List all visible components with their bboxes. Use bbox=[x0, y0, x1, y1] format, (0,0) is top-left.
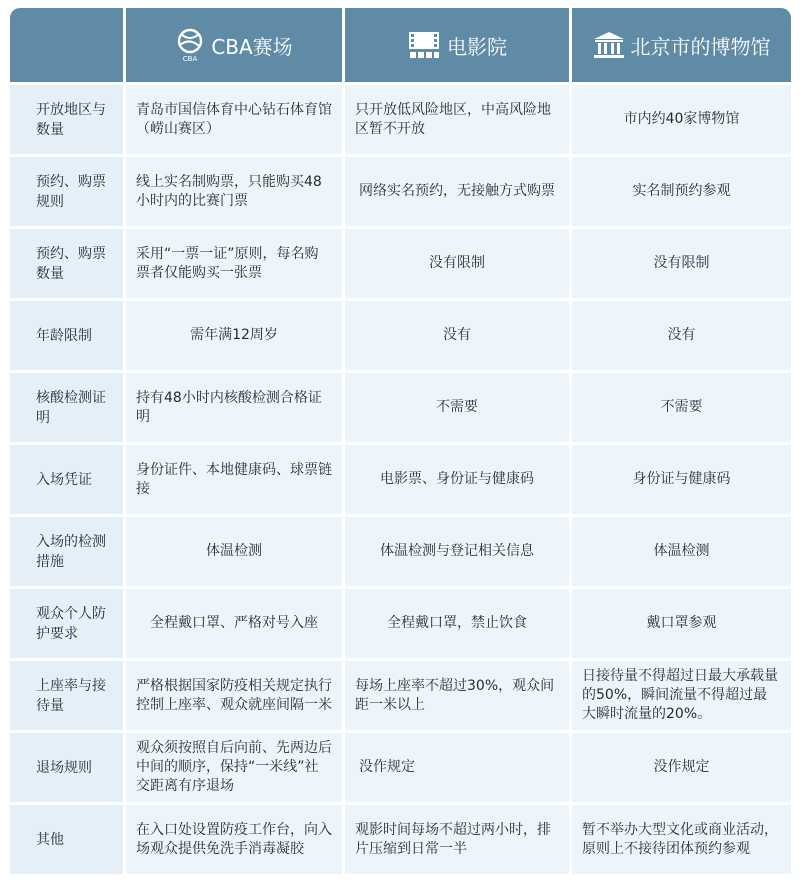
cell-text: 戴口罩参观 bbox=[646, 615, 717, 631]
museum-icon bbox=[593, 31, 625, 59]
cell-cba bbox=[126, 373, 342, 442]
row-label: 观众个人防护要求 bbox=[10, 589, 123, 658]
cell-cinema bbox=[345, 157, 569, 226]
cell-cba bbox=[126, 661, 342, 730]
cell-text: 网络实名预约，无接触方式购票 bbox=[359, 183, 555, 199]
row-label: 上座率与接待量 bbox=[10, 661, 123, 730]
cell-text: 没有 bbox=[667, 327, 696, 343]
cell-text: 不需要 bbox=[436, 399, 478, 415]
row-label: 入场的检测措施 bbox=[10, 517, 123, 586]
cell-text: 市内约40家博物馆 bbox=[623, 111, 740, 127]
cell-museum bbox=[572, 301, 791, 370]
header-cba-label: CBA赛场 bbox=[211, 34, 293, 59]
cell-cinema bbox=[345, 589, 569, 658]
row-label: 入场凭证 bbox=[10, 445, 123, 514]
cell-text: 每场上座率不超过30%，观众间距一米以上 bbox=[355, 677, 555, 713]
cell-cinema bbox=[345, 373, 569, 442]
cell-museum bbox=[572, 229, 791, 298]
cell-museum bbox=[572, 589, 791, 658]
cell-cinema bbox=[345, 517, 569, 586]
cell-text: 没作规定 bbox=[653, 759, 710, 775]
row-label: 退场规则 bbox=[10, 733, 123, 802]
cell-cba bbox=[126, 517, 342, 586]
cell-cba bbox=[126, 85, 342, 154]
header-museum-label: 北京市的博物馆 bbox=[630, 34, 771, 59]
cell-cinema bbox=[345, 229, 569, 298]
basketball-icon bbox=[175, 28, 205, 62]
header-cinema-label: 电影院 bbox=[447, 34, 507, 59]
cell-text: 没有限制 bbox=[429, 255, 485, 271]
cell-text: 不需要 bbox=[660, 399, 703, 415]
cell-cba bbox=[126, 589, 342, 658]
row-label: 预约、购票规则 bbox=[10, 157, 123, 226]
cell-text: 没有限制 bbox=[653, 255, 710, 271]
header-museum bbox=[572, 8, 791, 82]
cba-logo-text: CBA bbox=[183, 55, 198, 62]
cell-text: 观众须按照自后向前、先两边后中间的顺序，保持“一米线”社交距离有序退场 bbox=[136, 740, 332, 794]
cell-cinema bbox=[345, 445, 569, 514]
cell-text: 采用“一票一证”原则，每名购票者仅能购买一张票 bbox=[136, 245, 319, 281]
cell-text: 青岛市国信体育中心钻石体育馆（崂山赛区） bbox=[136, 101, 332, 137]
row-label: 预约、购票数量 bbox=[10, 229, 123, 298]
cell-museum bbox=[572, 661, 791, 730]
cell-cinema bbox=[345, 733, 569, 802]
cell-museum bbox=[572, 85, 791, 154]
cell-cba bbox=[126, 157, 342, 226]
cell-text: 没有 bbox=[443, 327, 471, 343]
cell-text: 全程戴口罩、严格对号入座 bbox=[150, 615, 318, 631]
cell-text: 体温检测 bbox=[206, 543, 262, 559]
header-cba bbox=[126, 8, 342, 82]
cell-text: 身份证与健康码 bbox=[632, 471, 731, 487]
cell-cba bbox=[126, 805, 342, 874]
cell-cinema bbox=[345, 301, 569, 370]
film-icon bbox=[407, 30, 441, 60]
header-corner bbox=[10, 8, 123, 82]
comparison-table bbox=[10, 8, 791, 874]
cell-text: 日接待量不得超过日最大承载量的50%，瞬间流量不得超过最大瞬时流量的20%。 bbox=[582, 668, 778, 722]
cell-cinema bbox=[345, 805, 569, 874]
cell-text: 电影票、身份证与健康码 bbox=[380, 471, 534, 487]
cell-text: 暂不举办大型文化或商业活动，原则上不接待团体预约参观 bbox=[582, 821, 778, 857]
cell-text: 实名制预约参观 bbox=[632, 183, 731, 199]
cell-text: 线上实名制购票，只能购买48小时内的比赛门票 bbox=[136, 173, 322, 209]
cell-text: 身份证件、本地健康码、球票链接 bbox=[136, 461, 332, 497]
cell-text: 体温检测与登记相关信息 bbox=[380, 543, 534, 559]
row-label: 开放地区与数量 bbox=[10, 85, 123, 154]
cell-text: 观影时间每场不超过两小时，排片压缩到日常一半 bbox=[355, 821, 551, 857]
cell-text: 需年满12周岁 bbox=[190, 327, 278, 343]
cell-text: 只开放低风险地区，中高风险地区暂不开放 bbox=[355, 101, 551, 137]
cell-museum bbox=[572, 733, 791, 802]
cell-text: 在入口处设置防疫工作台，向入场观众提供免洗手消毒凝胶 bbox=[136, 821, 332, 857]
cell-cba bbox=[126, 733, 342, 802]
cell-text: 体温检测 bbox=[653, 543, 710, 559]
cell-text: 全程戴口罩，禁止饮食 bbox=[387, 615, 527, 631]
cell-cba bbox=[126, 445, 342, 514]
cell-museum bbox=[572, 445, 791, 514]
cell-museum bbox=[572, 373, 791, 442]
cell-text: 持有48小时内核酸检测合格证明 bbox=[136, 389, 322, 425]
cell-cinema bbox=[345, 661, 569, 730]
cell-text: 严格根据国家防疫相关规定执行控制上座率、观众就座间隔一米 bbox=[136, 677, 332, 713]
cell-cinema bbox=[345, 85, 569, 154]
cell-text: 没作规定 bbox=[359, 759, 415, 775]
row-label: 核酸检测证明 bbox=[10, 373, 123, 442]
row-label: 年龄限制 bbox=[10, 301, 123, 370]
header-cinema bbox=[345, 8, 569, 82]
cell-museum bbox=[572, 805, 791, 874]
cell-museum bbox=[572, 517, 791, 586]
row-label: 其他 bbox=[10, 805, 123, 874]
cell-museum bbox=[572, 157, 791, 226]
cell-cba bbox=[126, 301, 342, 370]
cell-cba bbox=[126, 229, 342, 298]
